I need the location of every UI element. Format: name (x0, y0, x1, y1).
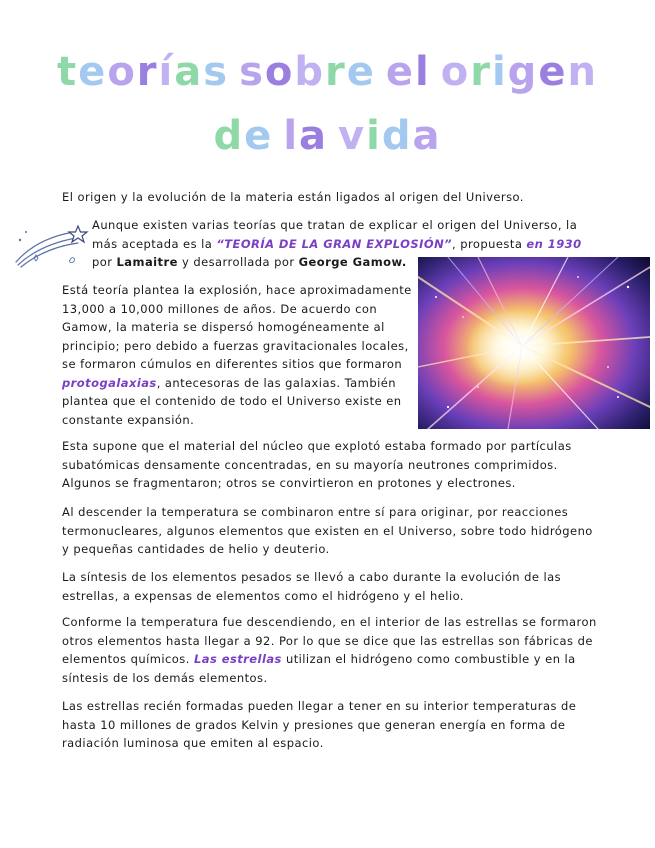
title-word: sobre (239, 49, 376, 95)
star-temperature-paragraph: Las estrellas recién formadas pueden llegar a tener en su interior temperaturas de hasta 10 millones de grados Kelvin y presiones que generan energía en forma de radiación luminosa que emiten al espacio. (62, 699, 577, 750)
text-segment: Está teoría plantea la explosión, hace aproximadamente 13,000 a 10,000 millones de años. De acuerdo con Gamow, la materia se dispersó homogéneamente al principio; pero debido a fuerzas gravitacionales locales, se formaron cúmulos en diferentes sitios que formaron (62, 283, 412, 371)
text-segment: , propuesta (452, 236, 527, 251)
text-segment: utilizan el hidrógeno como combustible y en la síntesis de los demás elementos. (62, 652, 576, 685)
page-title-line-1 (0, 48, 655, 96)
las-estrellas-highlight: Las estrellas (193, 652, 282, 666)
theory-name-highlight: “TEORÍA DE LA GRAN EXPLOSIÓN” (216, 236, 453, 251)
text-segment: y desarrollada por (177, 255, 299, 269)
title-word: de (213, 113, 274, 159)
text-segment: por (92, 255, 117, 269)
title-word: la (283, 113, 329, 159)
heavy-elements-paragraph: La síntesis de los elementos pesados se llevó a cabo durante la evolución de las estrellas, a expensas de elementos como el hidrógeno y el helio. (62, 570, 562, 603)
title-word: teorías (57, 49, 230, 95)
intro-paragraph: El origen y la evolución de la materia están ligados al origen del Universo. (62, 190, 524, 204)
title-word: origen (440, 49, 598, 95)
big-bang-explosion-image (418, 257, 650, 429)
page-title-line-2 (0, 112, 655, 160)
year-highlight: en 1930 (526, 236, 582, 251)
title-word: el (385, 49, 431, 95)
title-word: vida (338, 113, 442, 159)
person-name: Lamaitre (116, 255, 178, 269)
temperature-paragraph: Al descender la temperatura se combinaron entre sí para originar, por reacciones termonucleares, algunos elementos que existen en el Universo, sobre todo hidrógeno y pequeñas cantidades de helio y deuterio. (62, 505, 593, 556)
explosion-paragraph (62, 281, 412, 429)
shooting-star-icon (12, 218, 90, 268)
text-segment: Aunque existen varias teorías que tratan de explicar el origen del Universo, la más aceptada es la (92, 218, 578, 251)
nucleus-paragraph: Esta supone que el material del núcleo que explotó estaba formado por partículas subatómicas densamente concentradas, en su mayoría neutrones comprimidos. Algunos se fragmentaron; otros se convirtieron en protones y electrones. (62, 439, 572, 490)
protogalaxias-highlight: protogalaxias (62, 375, 157, 390)
text-segment: Conforme la temperatura fue descendiendo, en el interior de las estrellas se formaron otros elementos hasta llegar a 92. Por lo que se dice que las estrellas son fábricas de elementos químicos. (62, 615, 597, 666)
text-segment: , antecesoras de las galaxias. También plantea que el contenido de todo el Universo existe en constante expansión. (62, 375, 402, 427)
stars-factory-paragraph (62, 613, 602, 687)
person-name: George Gamow. (298, 255, 407, 269)
